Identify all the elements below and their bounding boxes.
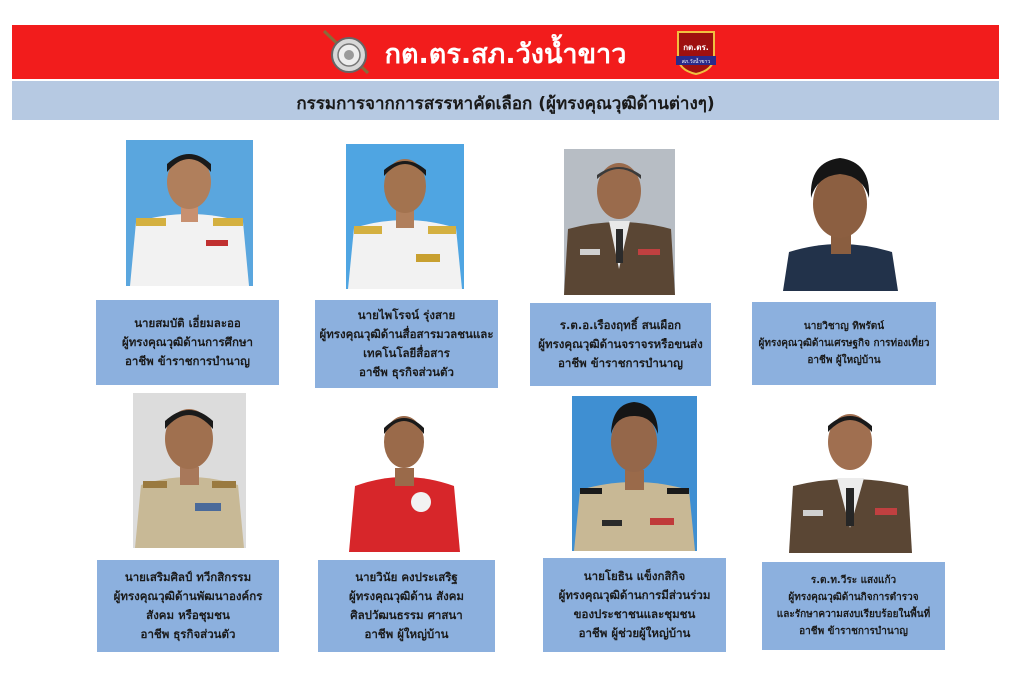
member-expertise: ผู้ทรงคุณวุฒิด้านจราจรหรือขนส่ง bbox=[538, 337, 703, 351]
member-expertise-2: ของประชาชนและชุมชน bbox=[573, 607, 696, 621]
member-name: นายวิชาญ ทิพรัตน์ bbox=[803, 321, 885, 332]
member-name: นายโยธิน แข็งกสิกิจ bbox=[583, 569, 686, 583]
member-photo-3 bbox=[564, 149, 675, 295]
committee-badge-icon bbox=[672, 28, 720, 76]
member-expertise: ผู้ทรงคุณวุฒิด้านกิจการตำรวจ bbox=[788, 592, 919, 603]
member-name: นายเสริมศิลป์ ทวีกสิกรรม bbox=[124, 570, 252, 584]
member-photo-6 bbox=[347, 402, 462, 552]
member-card-6 bbox=[318, 560, 495, 652]
member-expertise-2: และรักษาความสงบเรียบร้อยในพื้นที่ bbox=[776, 609, 931, 620]
member-photo-8 bbox=[789, 398, 912, 553]
header-banner bbox=[12, 25, 999, 79]
member-card-1 bbox=[96, 300, 279, 385]
member-name: นายไพโรจน์ รุ่งสาย bbox=[357, 308, 456, 322]
member-card-2 bbox=[315, 300, 498, 388]
member-name: ร.ต.ท.วีระ แสงแก้ว bbox=[810, 575, 897, 586]
member-occupation: อาชีพ ผู้ใหญ่บ้าน bbox=[364, 627, 449, 641]
member-photo-5 bbox=[133, 393, 246, 548]
member-expertise-2: ศิลปวัฒนธรรม ศาสนา bbox=[350, 608, 463, 622]
member-occupation: อาชีพ ผู้ช่วยผู้ใหญ่บ้าน bbox=[578, 626, 691, 640]
member-card-8 bbox=[762, 562, 945, 650]
member-card-5 bbox=[97, 560, 279, 652]
member-expertise: ผู้ทรงคุณวุฒิด้าน สังคม bbox=[348, 589, 465, 603]
member-expertise: ผู้ทรงคุณวุฒิด้านสื่อสารมวลชนและ bbox=[319, 327, 494, 341]
section-title: กรรมการจากการสรรหาคัดเลือก (ผู้ทรงคุณวุฒิด้านต่างๆ) bbox=[296, 94, 715, 114]
member-expertise: ผู้ทรงคุณวุฒิด้านการศึกษา bbox=[121, 335, 253, 349]
member-photo-4 bbox=[779, 148, 902, 291]
member-occupation: อาชีพ ข้าราชการบำนาญ bbox=[125, 354, 250, 368]
member-expertise: ผู้ทรงคุณวุฒิด้านพัฒนาองค์กร bbox=[113, 589, 263, 603]
member-name: นายสมบัติ เอี่ยมละออ bbox=[134, 316, 241, 330]
badge-subtext: สภ.วังน้ำขาว bbox=[681, 59, 711, 65]
member-name: ร.ต.อ.เรืองฤทธิ์ สนเผือก bbox=[559, 318, 682, 332]
member-expertise-2: เทคโนโลยีสื่อสาร bbox=[363, 346, 450, 360]
page-title: กต.ตร.สภ.วังน้ำขาว bbox=[384, 39, 627, 70]
member-expertise-2: สังคม หรือชุมชน bbox=[146, 608, 230, 622]
badge-text: กต.ตร. bbox=[683, 43, 709, 52]
member-expertise: ผู้ทรงคุณวุฒิด้านเศรษฐกิจ การท่องเที่ยว bbox=[758, 338, 930, 349]
member-card-3 bbox=[530, 303, 711, 386]
member-occupation: อาชีพ ผู้ใหญ่บ้าน bbox=[807, 355, 881, 366]
member-card-4 bbox=[752, 302, 936, 385]
member-name: นายวินัย คงประเสริฐ bbox=[355, 570, 458, 584]
member-occupation: อาชีพ ข้าราชการบำนาญ bbox=[799, 626, 908, 637]
member-occupation: อาชีพ ข้าราชการบำนาญ bbox=[558, 356, 683, 370]
member-expertise: ผู้ทรงคุณวุฒิด้านการมีส่วนร่วม bbox=[558, 588, 711, 602]
member-occupation: อาชีพ ธุรกิจส่วนตัว bbox=[359, 365, 454, 379]
member-occupation: อาชีพ ธุรกิจส่วนตัว bbox=[140, 627, 236, 641]
subheader-banner bbox=[12, 81, 999, 120]
member-photo-1 bbox=[126, 140, 253, 286]
member-photo-2 bbox=[346, 144, 464, 289]
member-photo-7 bbox=[572, 396, 697, 551]
member-card-7 bbox=[543, 558, 726, 652]
